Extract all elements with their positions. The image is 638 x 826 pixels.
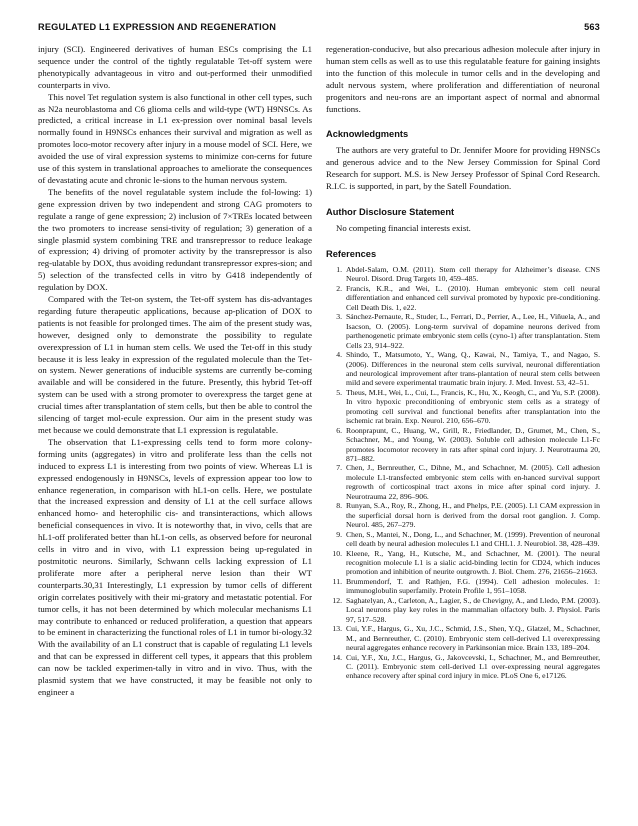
acknowledgments-heading: Acknowledgments bbox=[326, 129, 409, 140]
reference-item bbox=[326, 463, 600, 501]
reference-text: Francis, K.R., and Wei, L. (2010). Human embryonic stem cell neural differentiation and enhanced cell survival promoted by hypoxic pre-conditioning. Cell Death Dis. 1, e22. bbox=[346, 283, 600, 312]
reference-text: Cui, Y.F., Xu, J.C., Hargus, G., Jakovcevski, I., Schachner, M., and Bernreuther, C. (2011). Embryonic stem cell-derived L1 over-expressing neural aggregates enhance recovery after spinal cord injury in mice. PLoS One 6, e17126. bbox=[346, 652, 600, 681]
right-column bbox=[326, 44, 600, 699]
body-paragraph: Compared with the Tet-on system, the Tet-off system has dis-advantages regarding future therapeutic applications, because ap-plication of DOX to patients is not feasible for prolonged times. The aim of the present study was, however, designed only to demonstrate the possibility to regulate overexpression of L1 in human stem cells. We used the Tet-off in this study because it is less leaky in expression of the regulated molecule than the Tet-on system. Newer generations of inducible systems are currently be-coming available and will be considered in the future. Presently, this hybrid Tet-off system can be used with a strong promoter to overexpress the target gene at crucial times after transplantation of stem cells, but then be able to control the silencing of target mol-ecule expression. Our aim in the present study was met because we could demonstrate that L1 expression is regulatable. bbox=[38, 294, 312, 435]
reference-text: Sánchez-Pernaute, R., Studer, L., Ferrari, D., Perrier, A., Lee, H., Viñuela, A., and Isacson, O. (2005). Long-term survival of dopamine neurons derived from parthenogenetic primate embryonic stem cells (cyno-1) after transplantation. Stem Cells 23, 914–922. bbox=[346, 312, 600, 350]
reference-item bbox=[326, 426, 600, 464]
reference-text: Chen, J., Bernreuther, C., Dihne, M., and Schachner, M. (2005). Cell adhesion molecule L1-transfected embryonic stem cells with en-hanced survival support regrowth of corticospinal tract axons in mice after spinal cord injury. J. Neurotrauma 22, 896–906. bbox=[346, 463, 600, 501]
reference-item bbox=[326, 530, 600, 549]
reference-item bbox=[326, 388, 600, 426]
reference-number: 3. bbox=[336, 312, 342, 322]
reference-text: Theus, M.H., Wei, L., Cui, L., Francis, K., Hu, X., Keogh, C., and Yu, S.P. (2008). In vitro hypoxic preconditioning of embryonic stem cells as a strategy of promoting cell survival and functional benefits after transplantation into the ischemic rat brain. Exp. Neurol. 210, 656–670. bbox=[346, 387, 600, 426]
reference-number: 8. bbox=[336, 501, 342, 511]
reference-item bbox=[326, 596, 600, 624]
reference-item bbox=[326, 577, 600, 596]
reference-text: Shindo, T., Matsumoto, Y., Wang, Q., Kawai, N., Tamiya, T., and Nagao, S. (2006). Differences in the neuronal stem cells survival, neuronal differentiation and neurological improvement after trans-plantation of neural stem cells between mild and severe experimental traumatic brain injury. J. Med. Invest. 53, 42–51. bbox=[346, 350, 600, 388]
reference-item bbox=[326, 350, 600, 388]
body-paragraph: regeneration-conducive, but also precarious adhesion molecule after injury in human stem cells as well as to use this regulatable feature for gaining insights into the function of this molecule in tumor cells and in the developing and adult nervous system, where proliferation and differentiation of neuronal progenitors and neu-rons are an important aspect of normal and abnormal functions. bbox=[326, 44, 600, 114]
reference-item bbox=[326, 624, 600, 652]
reference-item bbox=[326, 549, 600, 577]
references-heading: References bbox=[326, 248, 377, 259]
disclosure-heading: Author Disclosure Statement bbox=[326, 207, 455, 218]
acknowledgments-text: The authors are very grateful to Dr. Jennifer Moore for providing H9NSCs and generous advice and to the New Jersey Commission for Spinal Cord Research for support. M.S. is New Jersey Professor of Spinal Cord Research. R.I.C. is supported, in part, by the Satell Foundation. bbox=[326, 145, 600, 192]
reference-number: 13. bbox=[332, 624, 342, 634]
page-number: 563 bbox=[584, 22, 600, 32]
body-paragraph: injury (SCI). Engineered derivatives of human ESCs comprising the L1 sequence under the control of the tightly regulatable Tet-off system were phenotypically advantageous in vitro and out-performed their unmodified counterparts in vivo. bbox=[38, 44, 312, 90]
reference-text: Brummendorf, T. and Rathjen, F.G. (1994). Cell adhesion molecules. 1: immunoglobulin superfamily. Protein Profile 1, 951–1058. bbox=[346, 576, 600, 596]
reference-item bbox=[326, 284, 600, 312]
reference-item bbox=[326, 501, 600, 529]
body-paragraph: The observation that L1-expressing cells tend to form more colony-forming units (aggregates) in vitro and proliferate less than the cells not induced to express L1 is interesting from two points of view. Whereas L1 is expressed endogenously in H9NSCs, levels of expression appear too low to enhance regeneration, in comparison with hL1-on cells. Here, we postulate that the increased expression and density of L1 at the cell surface allows enhanced homo- and heterophilic cis- and transinteractions, which allows beneficial consequences in vivo. It is noteworthy that, in vivo, cells that are hL1-off proliferated better than hL1-on cells, as observed before for neuronal cells in vitro and in vivo, with L1 expression being up-regulated in postmitotic neurons. Similarly, Schwann cells lacking expression of L1 proliferate more after a peripheral nerve lesion than their WT counterparts.30,31 Interestingly, L1 expression by tumor cells of different origin correlates positively with their mi-gratory and metastatic potential. For tumor cells, it has not been determined by which molecular mechanisms L1 may contribute to enhanced or reduced proliferation, a question that appears to be eminent in characterizing the functional roles of L1 in tumor bi-ology.32 With the availability of an L1 construct that is capable of regulating L1 levels and that can be expressed in different cell types, it appears that this problem can now be tackled experimen-tally in vitro and in vivo. Thus, with the plasmid system that we have constructed, it may be feasible not only to engineer a bbox=[38, 436, 312, 697]
two-column-body bbox=[38, 44, 600, 699]
reference-number: 4. bbox=[336, 350, 342, 360]
reference-number: 1. bbox=[336, 264, 342, 274]
reference-number: 2. bbox=[336, 283, 342, 293]
reference-number: 9. bbox=[336, 529, 342, 539]
reference-text: Abdel-Salam, O.M. (2011). Stem cell therapy for Alzheimer’s disease. CNS Neurol. Disord. Drug Targets 10, 459–485. bbox=[346, 264, 600, 284]
running-title: REGULATED L1 EXPRESSION AND REGENERATION bbox=[38, 22, 277, 32]
reference-text: Chen, S., Mantei, N., Dong, L., and Schachner, M. (1999). Prevention of neuronal cell death by neural adhesion molecules L1 and CHL1. J. Neurobiol. 38, 428–439. bbox=[346, 529, 600, 549]
reference-number: 5. bbox=[336, 387, 342, 397]
disclosure-text: No competing financial interests exist. bbox=[336, 223, 471, 234]
left-column bbox=[38, 44, 312, 699]
running-head bbox=[38, 22, 600, 36]
reference-text: Runyan, S.A., Roy, R., Zhong, H., and Phelps, P.E. (2005). L1 CAM expression in the superficial dorsal horn is derived from the dorsal root ganglion. J. Comp. Neurol. 485, 267–279. bbox=[346, 501, 600, 530]
reference-number: 7. bbox=[336, 463, 342, 473]
reference-text: Roonprapunt, C., Huang, W., Grill, R., Friedlander, D., Grumet, M., Chen, S., Schachner, M., and Young, W. (2003). Soluble cell adhesion molecule L1-Fc promotes locomotor recovery in rats after spinal cord injury. J. Neurotrauma 20, 871–882. bbox=[346, 425, 600, 464]
reference-number: 14. bbox=[332, 652, 342, 662]
reference-list bbox=[326, 265, 600, 681]
reference-item bbox=[326, 265, 600, 284]
reference-text: Saghatelyan, A., Carleton, A., Lagier, S., de Chevigny, A., and Lledo, P.M. (2003). Local neurons play key roles in the mammalian olfactory bulb. J. Physiol. Paris 97, 517–528. bbox=[346, 595, 600, 624]
reference-number: 10. bbox=[332, 548, 342, 558]
reference-item bbox=[326, 653, 600, 681]
reference-item bbox=[326, 312, 600, 350]
reference-text: Cui, Y.F., Hargus, G., Xu, J.C., Schmid, J.S., Shen, Y.Q., Glatzel, M., Schachner, M., and Bernreuther, C. (2010). Embryonic stem cell-derived L1 overexpressing neural aggregates enhance recovery in Parkinsonian mice. Brain 133, 189–204. bbox=[346, 624, 600, 653]
body-paragraph: This novel Tet regulation system is also functional in other cell types, such as N2a neuroblastoma and C6 glioma cells and wild-type (WT) H9NSCs. As predicted, a critical increase in L1 ex-pression over nominal basal levels normally found in H9NSCs enhances their survival and migration as well as promotes loco-motor recovery after injury in a mouse model of SCI. Here, we avoided the use of viral expression systems to minimize con-cerns for future use of this system in translational approaches to ameliorate the consequences of devastating acute and chronic le-sions to the human nervous system. bbox=[38, 91, 312, 185]
body-paragraph: The benefits of the novel regulatable system include the fol-lowing: 1) gene expression driven by two independent and strong CAG promoters to regulate a range of gene expression; 2) inclusion of 7×TREs located between the two promoters to increase sensi-tivity of regulation; 3) generation of a single plasmid system combining TRE and transrepressor to reduce leakage of expression; 4) driving of promoter activity by the transrepressor is also reg-ulatable by DOX, thus avoiding redundant transrepressor expres-sion; and 5) selection of the transfected cells in vitro by G418 independently of regulation by DOX. bbox=[38, 186, 312, 293]
reference-number: 6. bbox=[336, 425, 342, 435]
reference-number: 11. bbox=[332, 576, 342, 586]
reference-text: Kleene, R., Yang, H., Kutsche, M., and Schachner, M. (2001). The neural recognition molecule L1 is a sialic acid-binding lectin for CD24, which induces promotion and inhibition of neurite outgrowth. J. Biol. Chem. 276, 21656–21663. bbox=[346, 548, 600, 577]
reference-number: 12. bbox=[332, 595, 342, 605]
